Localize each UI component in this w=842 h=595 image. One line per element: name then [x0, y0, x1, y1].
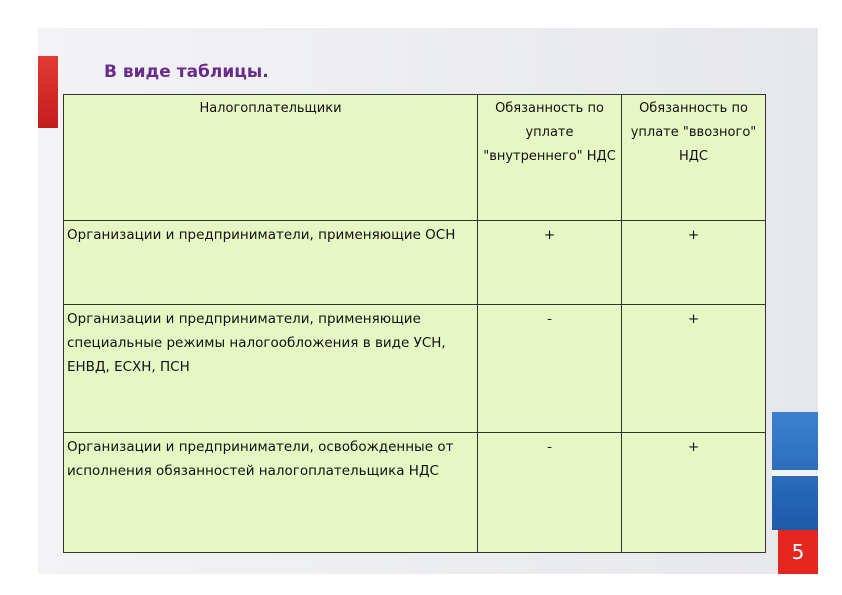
table-row [64, 433, 766, 553]
accent-divider [772, 470, 818, 476]
header-import-vat: Обязанность по уплате "ввозного" НДС [622, 95, 766, 221]
table-row [64, 221, 766, 305]
domestic-vat-cell: + [478, 221, 622, 305]
payer-cell: Организации и предприниматели, применяющие ОСН [64, 221, 478, 305]
import-vat-cell: + [622, 433, 766, 553]
import-vat-cell: + [622, 221, 766, 305]
domestic-vat-cell: - [478, 305, 622, 433]
page-number-badge: 5 [778, 530, 818, 574]
header-payers: Налогоплательщики [64, 95, 478, 221]
slide-title: В виде таблицы. [104, 62, 269, 82]
header-domestic-vat: Обязанность по уплате "внутреннего" НДС [478, 95, 622, 221]
import-vat-cell: + [622, 305, 766, 433]
table-header-row [64, 95, 766, 221]
payer-cell: Организации и предприниматели, применяющие специальные режимы налогообложения в виде УСН, ЕНВД, ЕСХН, ПСН [64, 305, 478, 433]
table-row [64, 305, 766, 433]
red-accent-bar [38, 56, 58, 128]
payer-cell: Организации и предприниматели, освобожденные от исполнения обязанностей налогоплательщика НДС [64, 433, 478, 553]
vat-obligations-table [63, 94, 766, 553]
domestic-vat-cell: - [478, 433, 622, 553]
